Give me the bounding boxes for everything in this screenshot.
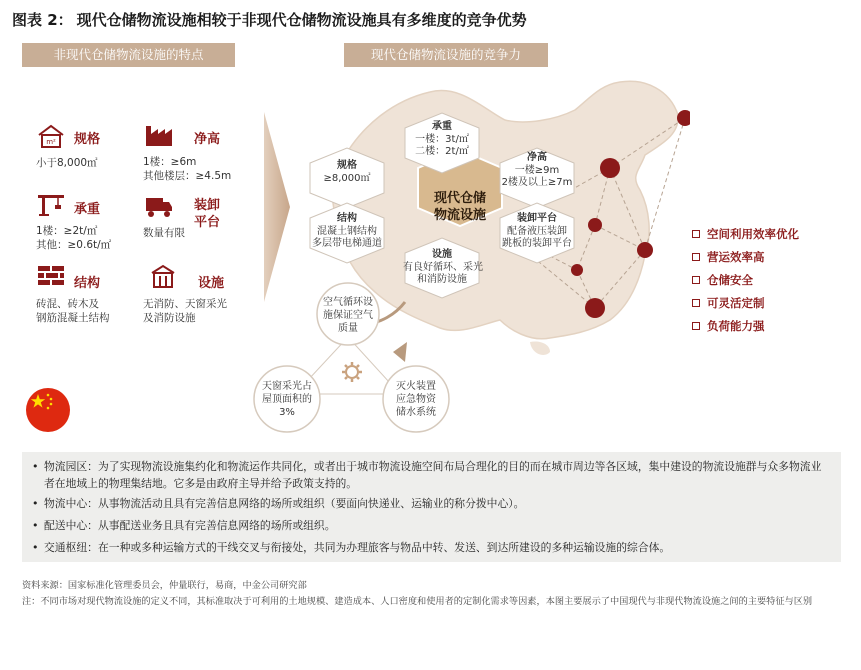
note-item — [32, 539, 831, 556]
circle-fire-line-3: 储水系统 — [396, 407, 436, 418]
source-line: 资料来源：国家标准化管理委员会，仲量联行，易商，中金公司研究部 — [22, 580, 307, 591]
truck-icon — [142, 193, 176, 219]
hainan-shape — [530, 341, 550, 354]
figure-title — [12, 9, 527, 30]
feature-dock-title: 装卸 — [194, 198, 221, 213]
feature-structure-title: 结构 — [74, 276, 101, 291]
hub-dot-east — [637, 242, 653, 258]
hex-facility-line-2: 和消防设施 — [417, 274, 467, 285]
feature-height-line-2: 其他楼层：≥4.5m — [143, 170, 232, 182]
hex-facility-title: 设施 — [432, 249, 452, 260]
gear-icon — [342, 362, 362, 382]
right-banner: 现代仓储物流设施的竞争力 — [344, 43, 548, 67]
hex-dock — [500, 213, 574, 251]
advantage-item — [692, 314, 799, 337]
left-banner: 非现代仓储物流设施的特点 — [22, 43, 235, 67]
hex-load-line-2: 二楼：2t/㎡ — [415, 146, 469, 157]
note-text: 从事配送业务且具有完善信息网络的场所或组织。 — [97, 519, 336, 532]
bullet-icon: • — [32, 519, 39, 532]
feature-facility-line-2: 及消防设施 — [143, 312, 196, 324]
note-item — [32, 517, 831, 534]
hex-center-line-2: 物流设施 — [433, 208, 486, 223]
hex-load — [405, 121, 479, 159]
hex-structure-line-1: 混凝土钢结构 — [317, 225, 377, 237]
note-item — [32, 458, 831, 492]
hex-facility-line-1: 有良好循环、采光 — [403, 261, 483, 273]
feature-dock — [142, 193, 176, 223]
hex-dock-line-1: 配备液压装卸 — [507, 225, 567, 237]
factory-icon — [142, 122, 176, 148]
advantage-label: 空间利用效率优化 — [707, 226, 799, 241]
note-text: 在一种或多种运输方式的干线交叉与衔接处，共同为办理旅客与物品中转、发送、到达所建设的多种运输设施的综合体。 — [97, 541, 671, 554]
feature-dock-title-2: 平台 — [194, 215, 221, 230]
hex-facility — [403, 249, 481, 287]
square-bullet-icon — [692, 299, 700, 307]
china-flag-icon — [24, 386, 72, 434]
bullet-icon: • — [32, 460, 39, 473]
feature-load — [36, 191, 66, 221]
feature-height-line-1: 1楼：≥6m — [143, 156, 197, 168]
note-item — [32, 495, 831, 512]
feature-load-title: 承重 — [74, 202, 101, 217]
source-notes — [22, 578, 842, 610]
note-text: 为了实现物流设施集约化和物流运作共同化，或者出于城市物流设施空间布局合理化的目的而在城市周边等各区域，集中建设的物流设施群与众多物流业者在地域上的物理集结地。它多是由政府主导并给予政策支持的。 — [44, 460, 822, 490]
advantage-label: 营运效率高 — [707, 249, 765, 264]
advantage-label: 负荷能力强 — [707, 318, 765, 333]
feature-load-line-1: 1楼：≥2t/㎡ — [36, 225, 98, 237]
feature-facility-line-1: 无消防、天窗采光 — [143, 298, 227, 310]
brick-icon — [36, 263, 66, 289]
note-text: 从事物流活动且具有完善信息网络的场所或组织（要面向快递业、运输业的称分拨中心）。 — [97, 497, 525, 510]
advantage-item — [692, 222, 799, 245]
hex-spec-title: 规格 — [337, 160, 357, 171]
circle-fire-line-1: 灭火装置 — [396, 381, 436, 392]
source-note: 注：不同市场对现代物流设施的定义不同，其标准取决于可利用的土地规模、建造成本、人口密度和使用者的定制化需求等因素，本图主要展示了中国现代与非现代物流设施之间的主要特征与区别 — [22, 596, 813, 607]
hub-dot-northeast — [677, 110, 690, 126]
hex-load-line-1: 一楼：3t/㎡ — [415, 133, 469, 145]
advantages-list — [692, 222, 799, 337]
circle-skylight-line-1: 天窗采光占 — [262, 381, 312, 392]
crane-icon — [36, 191, 66, 217]
advantage-item — [692, 268, 799, 291]
square-bullet-icon — [692, 253, 700, 261]
circle-skylight-line-3: 3% — [279, 407, 295, 418]
definitions-box — [22, 452, 841, 562]
feature-spec-title: 规格 — [74, 132, 101, 147]
feature-facility-title: 设施 — [198, 276, 225, 291]
transition-arrow-icon — [262, 112, 292, 302]
feature-structure — [36, 263, 66, 293]
hex-structure-title: 结构 — [337, 213, 357, 224]
hex-spec — [311, 160, 383, 185]
feature-dock-line: 数量有限 — [143, 227, 185, 239]
feature-spec-line: 小于8,000㎡ — [36, 157, 98, 169]
circle-fire-line-2: 应急物资 — [396, 394, 436, 405]
note-label: 物流园区： — [44, 460, 98, 473]
bullet-icon: • — [32, 541, 39, 554]
bullet-icon: • — [32, 497, 39, 510]
house-icon — [36, 123, 66, 149]
building-icon — [148, 263, 178, 289]
circle-air-line-3: 质量 — [338, 323, 358, 334]
note-label: 交通枢纽： — [44, 541, 98, 554]
note-label: 物流中心： — [44, 497, 98, 510]
hex-height — [500, 152, 574, 190]
feature-height-title: 净高 — [194, 132, 221, 147]
advantage-label: 仓储安全 — [707, 272, 753, 287]
square-bullet-icon — [692, 276, 700, 284]
feature-height — [142, 122, 176, 152]
feature-facility — [148, 263, 178, 293]
circle-air-line-1: 空气循环设 — [323, 297, 373, 308]
circle-air-line-2: 施保证空气 — [323, 310, 373, 321]
square-bullet-icon — [692, 230, 700, 238]
square-bullet-icon — [692, 322, 700, 330]
hex-height-line-2: 2楼及以上≥7m — [501, 177, 573, 188]
hex-center-label — [417, 190, 503, 224]
hex-dock-title: 装卸平台 — [517, 213, 557, 224]
hex-spec-line: ≥8,000㎡ — [323, 172, 371, 184]
feature-structure-line-2: 钢筋混凝土结构 — [36, 312, 110, 324]
house-icon-label: m² — [46, 138, 56, 146]
circle-air — [313, 296, 383, 335]
hex-center-line-1: 现代仓储 — [433, 191, 486, 206]
advantage-item — [692, 291, 799, 314]
hex-structure-line-2: 多层带电梯通道 — [312, 238, 382, 249]
feature-spec — [36, 123, 66, 153]
figure-label: 图表 2： — [12, 11, 73, 29]
advantage-label: 可灵活定制 — [707, 295, 765, 310]
hex-dock-line-2: 跳板的装卸平台 — [502, 238, 572, 249]
advantage-item — [692, 245, 799, 268]
circle-fire — [381, 380, 451, 419]
figure-title-text: 现代仓储物流设施相较于非现代仓储物流设施具有多维度的竞争优势 — [76, 11, 527, 29]
hex-height-title: 净高 — [527, 152, 547, 163]
note-label: 配送中心： — [44, 519, 98, 532]
hex-structure — [310, 213, 384, 251]
circle-skylight — [252, 380, 322, 419]
feature-load-line-2: 其他：≥0.6t/㎡ — [36, 239, 112, 251]
feature-structure-line-1: 砖混、砖木及 — [36, 298, 99, 310]
hex-height-line-1: 一楼≥9m — [514, 164, 560, 176]
hex-load-title: 承重 — [432, 121, 452, 132]
circle-skylight-line-2: 屋顶面积的 — [262, 394, 312, 405]
